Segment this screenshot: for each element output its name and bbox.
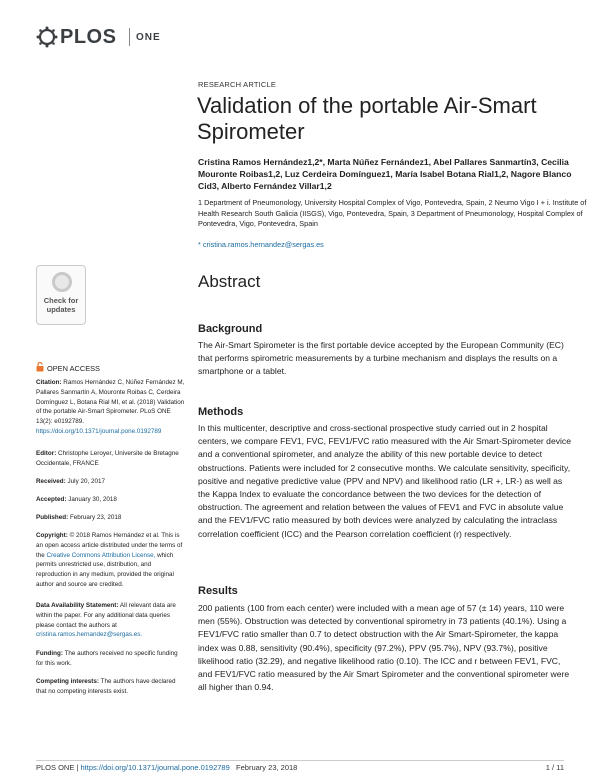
editor-block	[36, 449, 186, 469]
received-date: July 20, 2017	[67, 478, 105, 485]
competing-interests-block	[36, 677, 186, 697]
open-access-label	[36, 362, 100, 373]
abstract-heading: Abstract	[198, 272, 261, 291]
accepted-label: Accepted:	[36, 496, 67, 503]
funding-block	[36, 649, 186, 669]
page-footer	[36, 763, 297, 772]
check-for-updates-badge[interactable]	[36, 265, 86, 325]
funding-text: The authors received no specific funding for this work.	[36, 650, 178, 667]
data-availability-text: All relevant data are within the paper. For any additional data queries please contact the authors at	[36, 602, 176, 629]
received-block	[36, 477, 186, 487]
plos-logo-icon	[36, 26, 58, 48]
citation-doi-link[interactable]: https://doi.org/10.1371/journal.pone.0192789	[36, 427, 162, 435]
data-contact-link[interactable]: cristina.ramos.hernandez@sergas.es.	[36, 631, 143, 639]
copyright-block	[36, 531, 186, 590]
accepted-block	[36, 495, 186, 505]
methods-heading: Methods	[198, 406, 244, 418]
data-availability-block	[36, 601, 186, 640]
published-label: Published:	[36, 514, 69, 521]
article-type: RESEARCH ARTICLE	[198, 80, 277, 89]
footer-date: February 23, 2018	[236, 763, 298, 772]
article-title: Validation of the portable Air-Smart Spirometer	[197, 93, 537, 144]
data-availability-label: Data Availability Statement:	[36, 602, 119, 609]
journal-name: ONE	[136, 32, 161, 43]
logo-text: PLOS	[60, 26, 117, 48]
citation-label: Citation:	[36, 379, 62, 386]
citation-block	[36, 378, 186, 437]
correspondence-email[interactable]: * cristina.ramos.hernandez@sergas.es	[198, 240, 324, 249]
accepted-date: January 30, 2018	[68, 496, 117, 503]
check-updates-icon	[52, 272, 72, 292]
results-heading: Results	[198, 585, 238, 597]
open-lock-icon	[36, 362, 44, 372]
license-link[interactable]: Creative Commons Attribution License,	[46, 551, 156, 559]
editor-label: Editor:	[36, 450, 57, 457]
published-block	[36, 513, 186, 523]
footer-doi-link[interactable]: https://doi.org/10.1371/journal.pone.0192789	[80, 763, 230, 772]
footer-divider	[36, 760, 564, 761]
competing-interests-text: The authors have declared that no competing interests exist.	[36, 678, 176, 695]
editor-text: Christophe Leroyer, Universite de Bretagne Occidentale, FRANCE	[36, 450, 179, 467]
page-number: 1 / 11	[545, 763, 564, 772]
background-heading: Background	[198, 323, 263, 335]
copyright-text: © 2018 Ramos Hernández et al. This is an open access article distributed under the terms of the	[36, 532, 183, 559]
affiliations: 1 Department of Pneumonology, University Hospital Complex of Vigo, Pontevedra, Spain, 2 Neumo Vigo I + i. Institute of Health Research South Galicia (IISGS), Vigo, Pontevedra, Spain, 3 Department of Pneumonology, Hospital Complex of Pontevedra, Vigo, Pontevedra, Spain	[198, 198, 587, 228]
journal-header	[36, 22, 236, 52]
author-list: Cristina Ramos Hernández1,2*, Marta Núñez Fernández1, Abel Pallares Sanmartín3, Cecilia Mouronte Roibas1,2, Luz Cerdeira Domínguez1, María Isabel Botana Rial1,2, Nagore Blanco Cid3, Alberto Fernández Villar1,2	[198, 157, 572, 191]
background-text: The Air-Smart Spirometer is the first portable device accepted by the European Community (EC) that performs spirometric measurements by a turbine mechanism and displays the results on a smartphone or a tablet.	[198, 340, 564, 377]
results-text: 200 patients (100 from each center) were included with a mean age of 57 (± 14) years, 110 were men (55%). Obstruction was detected by conventional spirometry in 73 patients (40.1%). Using a FEV1/FVC ratio smaller than 0.7 to detect obstruction with the Air Smart-Spirometer, the kappa index was 0.88, sensitivity (90.4%), specificity (97.2%), PPV (95.7%), NPV (93.7%), positive likelihood ratio (32.29), and negative likelihood ratio (0.10). The ICC and r between FEV1, FVC, and FEV1/FVC ratio measured by the Air Smart Spirometer and the conventional spirometer were all higher than 0.94.	[198, 603, 570, 693]
competing-interests-label: Competing interests:	[36, 678, 99, 685]
logo-divider	[129, 28, 130, 46]
funding-label: Funding:	[36, 650, 63, 657]
copyright-label: Copyright:	[36, 532, 68, 539]
copyright-text-end: which permits unrestricted use, distribution, and reproduction in any medium, provided the original author and source are credited.	[36, 551, 174, 588]
methods-text: In this multicenter, descriptive and cross-sectional prospective study carried out in 2 hospital centers, we compare FEV1, FVC, FEV1/FVC ratio measured with the Air Smart-Spirometer device and a conventional spirometer, and analyze the ability of this new portable device to detect obstructions. Patients were included for 2 consecutive months. We calculate sensitivity, specificity, positive and negative predictive value (PPV and NPV) and likelihood ratio (LR +, LR-) as well as the Kappa Index to evaluate the concordance between the two devices for the detection of obstruction. The agreement and relation between the values of FEV1 and FVC in absolute value and the FEV1/FVC ratio measured by both devices were analyzed by calculating the intraclass correlation coefficient (ICC) and the Pearson correlation coefficient (r) respectively.	[198, 423, 572, 539]
received-label: Received:	[36, 478, 66, 485]
published-date: February 23, 2018	[69, 514, 122, 521]
citation-text: Ramos Hernández C, Núñez Fernández M, Pallares Sanmartín A, Mouronte Roibas C, Cerdeira Domínguez L, Botana Rial MI, et al. (2018) Validation of the portable Air-Smart Spirometer. PLoS ONE 13(2): e0192789.	[36, 379, 185, 426]
footer-journal: PLOS ONE |	[36, 763, 79, 772]
check-updates-label: Check for updates	[43, 296, 79, 314]
open-access-text: OPEN ACCESS	[47, 364, 100, 373]
